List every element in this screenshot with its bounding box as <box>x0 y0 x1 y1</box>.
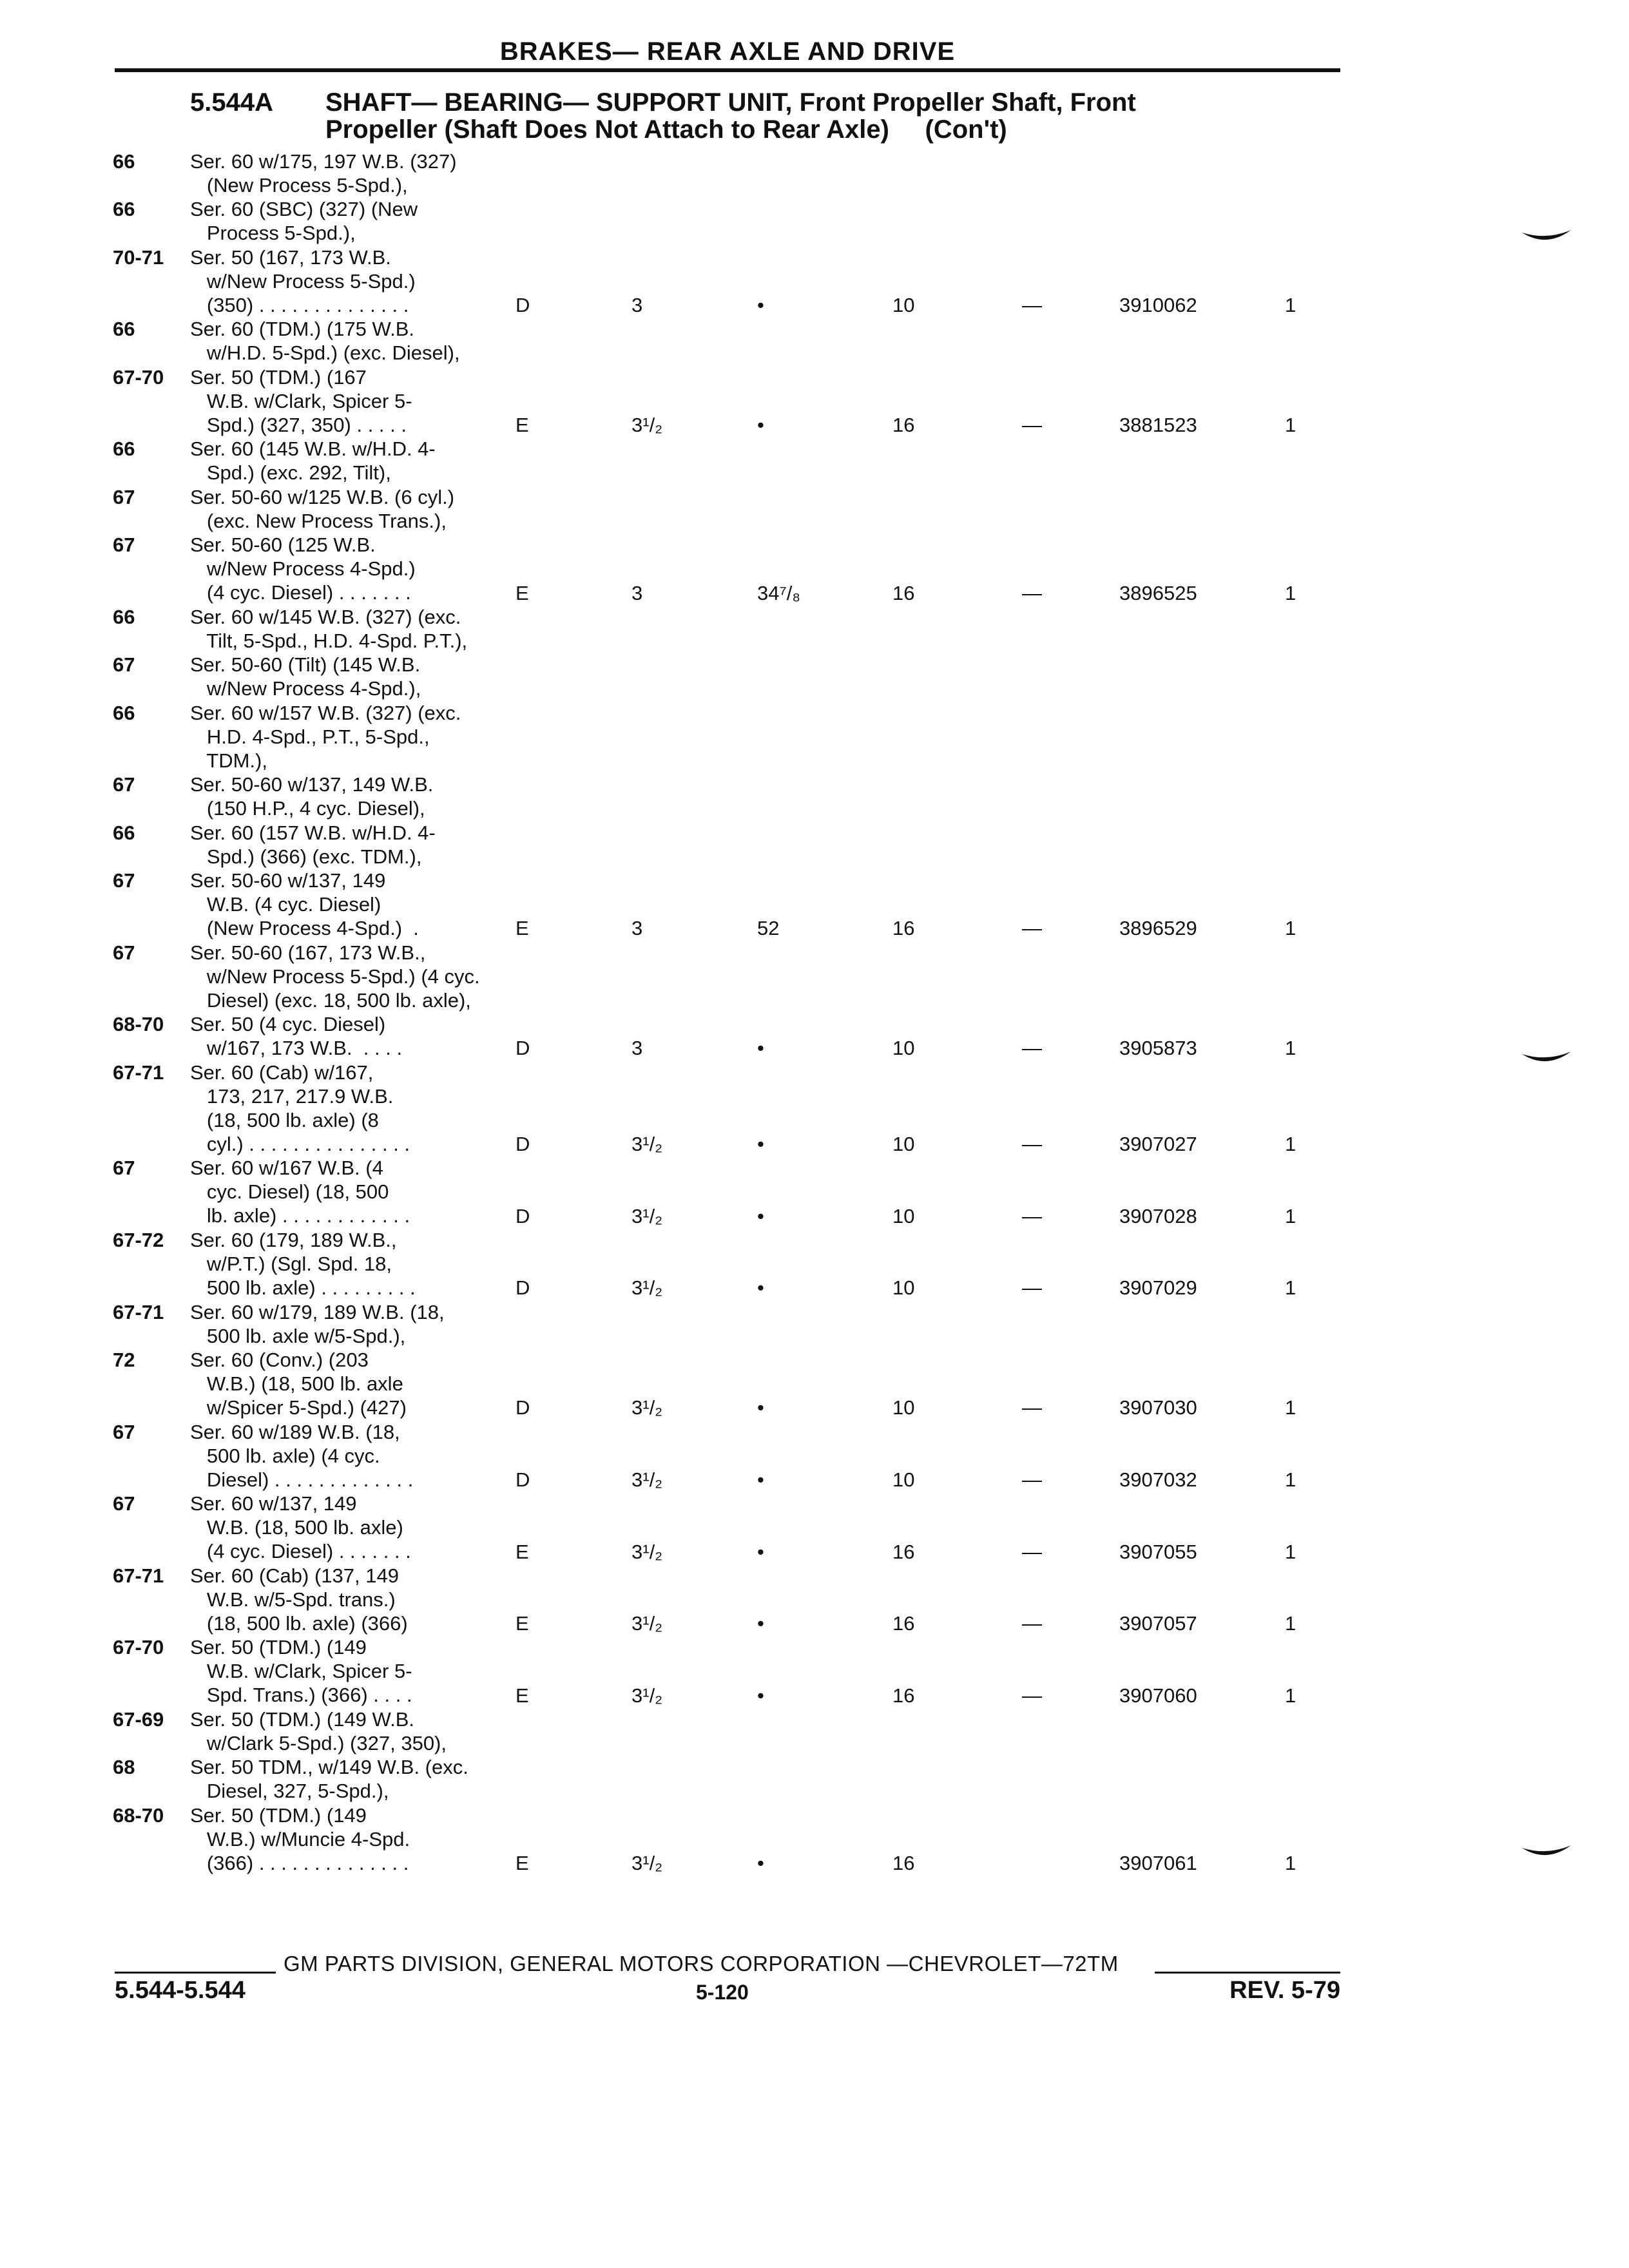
item-length: • <box>757 1037 764 1060</box>
item-years: 70-71 <box>113 245 164 269</box>
item-description: Ser. 60 w/167 W.B. (4 cyc. Diesel) (18, 500 lb. axle) . . . . . . . . . . . . <box>190 1157 410 1227</box>
item-splines: 10 <box>892 1133 915 1156</box>
section-number: 5.544A <box>190 88 273 117</box>
item-splines: 16 <box>892 1852 915 1875</box>
item-years: 66 <box>113 701 135 724</box>
item-code: D <box>516 294 530 317</box>
item-code: E <box>516 1684 529 1707</box>
item-splines: 10 <box>892 1396 915 1419</box>
item-description: Ser. 60 (Conv.) (203 W.B.) (18, 500 lb. axle w/Spicer 5-Spd.) (427) <box>190 1349 407 1419</box>
item-quantity: 1 <box>1285 1684 1296 1707</box>
item-description: Ser. 60 (157 W.B. w/H.D. 4- Spd.) (366) (exc. TDM.), <box>190 821 436 868</box>
item-diameter: 3¹/₂ <box>631 414 663 437</box>
item-diameter: 3¹/₂ <box>631 1612 663 1635</box>
section-title-line2: Propeller (Shaft Does Not Attach to Rear Axle) (Con't) <box>325 115 1007 144</box>
item-years: 67-70 <box>113 365 164 389</box>
item-length: • <box>757 1852 764 1875</box>
item-code: D <box>516 1133 530 1156</box>
item-years: 67 <box>113 653 135 677</box>
item-description: Ser. 50 (TDM.) (167 W.B. w/Clark, Spicer 5- Spd.) (327, 350) . . . . . <box>190 365 412 436</box>
item-quantity: 1 <box>1285 1133 1296 1156</box>
item-description: Ser. 50 (TDM.) (149 W.B.) w/Muncie 4-Spd. (366) . . . . . . . . . . . . . . <box>190 1803 410 1874</box>
item-code: D <box>516 1468 530 1491</box>
item-part-number: 3907057 <box>1119 1612 1197 1635</box>
item-diameter: 3¹/₂ <box>631 1396 663 1419</box>
item-years: 66 <box>113 821 135 844</box>
item-part-number: 3907061 <box>1119 1852 1197 1875</box>
item-dash: — <box>1022 294 1042 317</box>
item-quantity: 1 <box>1285 1540 1296 1563</box>
item-description: Ser. 60 w/157 W.B. (327) (exc. H.D. 4-Spd., P.T., 5-Spd., TDM.), <box>190 701 461 772</box>
item-description: Ser. 50-60 w/137, 149 W.B. (150 H.P., 4 cyc. Diesel), <box>190 773 434 820</box>
item-splines: 10 <box>892 1468 915 1491</box>
item-dash: — <box>1022 414 1042 437</box>
item-quantity: 1 <box>1285 1468 1296 1491</box>
item-length: • <box>757 1684 764 1707</box>
item-code: E <box>516 1540 529 1563</box>
item-description: Ser. 60 w/137, 149 W.B. (18, 500 lb. axle) (4 cyc. Diesel) . . . . . . . <box>190 1492 411 1563</box>
footer-page-number: 5-120 <box>696 1981 749 2004</box>
item-description: Ser. 50 (TDM.) (149 W.B. w/Clark, Spicer 5- Spd. Trans.) (366) . . . . <box>190 1636 412 1707</box>
item-years: 66 <box>113 150 135 173</box>
item-dash: — <box>1022 1612 1042 1635</box>
item-splines: 10 <box>892 294 915 317</box>
item-dash: — <box>1022 1276 1042 1300</box>
item-quantity: 1 <box>1285 1037 1296 1060</box>
item-description: Ser. 50-60 w/137, 149 W.B. (4 cyc. Diesel) (New Process 4-Spd.) . <box>190 869 419 939</box>
item-dash: — <box>1022 581 1042 604</box>
item-description: Ser. 60 w/175, 197 W.B. (327) (New Process 5-Spd.), <box>190 150 457 197</box>
item-years: 66 <box>113 605 135 628</box>
item-code: E <box>516 1852 529 1875</box>
item-diameter: 3¹/₂ <box>631 1204 663 1227</box>
item-part-number: 3896529 <box>1119 917 1197 940</box>
item-diameter: 3¹/₂ <box>631 1852 663 1875</box>
item-length: • <box>757 1540 764 1563</box>
page-header-title: BRAKES— REAR AXLE AND DRIVE <box>499 37 956 66</box>
item-part-number: 3907028 <box>1119 1204 1197 1227</box>
item-code: E <box>516 581 529 604</box>
item-years: 67-72 <box>113 1229 164 1251</box>
item-length: 34⁷/₈ <box>757 581 801 604</box>
item-years: 67-70 <box>113 1636 164 1659</box>
item-code: E <box>516 1612 529 1635</box>
item-description: Ser. 50-60 w/125 W.B. (6 cyl.) (exc. New Process Trans.), <box>190 485 455 532</box>
item-diameter: 3¹/₂ <box>631 1684 663 1707</box>
item-part-number: 3907032 <box>1119 1468 1197 1491</box>
item-years: 67-71 <box>113 1564 164 1587</box>
item-part-number: 3896525 <box>1119 581 1197 604</box>
item-years: 67 <box>113 533 135 557</box>
item-description: Ser. 60 w/179, 189 W.B. (18, 500 lb. axle w/5-Spd.), <box>190 1300 445 1347</box>
item-years: 66 <box>113 318 135 341</box>
item-length: • <box>757 1396 764 1419</box>
item-quantity: 1 <box>1285 1852 1296 1875</box>
item-description: Ser. 60 (Cab) (137, 149 W.B. w/5-Spd. trans.) (18, 500 lb. axle) (366) <box>190 1564 408 1635</box>
item-length: 52 <box>757 917 780 940</box>
item-years: 67 <box>113 941 135 964</box>
item-dash: — <box>1022 1684 1042 1707</box>
item-length: • <box>757 1133 764 1156</box>
binding-mark-middle <box>1521 1050 1572 1066</box>
item-diameter: 3¹/₂ <box>631 1133 663 1156</box>
item-diameter: 3 <box>631 1037 643 1060</box>
footer-revision: REV. 5-79 <box>1229 1977 1340 2004</box>
item-years: 66 <box>113 198 135 221</box>
item-description: Ser. 60 (179, 189 W.B., w/P.T.) (Sgl. Spd. 18, 500 lb. axle) . . . . . . . . . <box>190 1229 416 1299</box>
item-quantity: 1 <box>1285 1204 1296 1227</box>
item-length: • <box>757 1468 764 1491</box>
item-part-number: 3907029 <box>1119 1276 1197 1300</box>
item-description: Ser. 50-60 (Tilt) (145 W.B. w/New Process 4-Spd.), <box>190 653 421 700</box>
item-length: • <box>757 1204 764 1227</box>
item-description: Ser. 60 (Cab) w/167, 173, 217, 217.9 W.B. (18, 500 lb. axle) (8 cyl.) . . . . . . . . . . . . . . . <box>190 1061 410 1155</box>
item-diameter: 3 <box>631 581 643 604</box>
item-years: 68-70 <box>113 1013 164 1036</box>
item-part-number: 3907030 <box>1119 1396 1197 1419</box>
item-part-number: 3907055 <box>1119 1540 1197 1563</box>
item-diameter: 3¹/₂ <box>631 1540 663 1563</box>
item-description: Ser. 50 (167, 173 W.B. w/New Process 5-Spd.) (350) . . . . . . . . . . . . . . <box>190 245 416 316</box>
item-years: 67-69 <box>113 1708 164 1731</box>
item-years: 67-71 <box>113 1061 164 1084</box>
item-years: 66 <box>113 437 135 461</box>
item-description: Ser. 60 (TDM.) (175 W.B. w/H.D. 5-Spd.) (exc. Diesel), <box>190 318 460 365</box>
item-description: Ser. 60 w/189 W.B. (18, 500 lb. axle) (4 cyc. Diesel) . . . . . . . . . . . . . <box>190 1420 414 1491</box>
item-part-number: 3907027 <box>1119 1133 1197 1156</box>
item-code: D <box>516 1204 530 1227</box>
footer-publisher: GM PARTS DIVISION, GENERAL MOTORS CORPORATION —CHEVROLET—72TM <box>284 1952 1119 1975</box>
item-description: Ser. 50 (4 cyc. Diesel) w/167, 173 W.B. . . . . <box>190 1013 403 1060</box>
item-years: 67 <box>113 1492 135 1515</box>
binding-mark-top <box>1521 229 1572 244</box>
item-diameter: 3¹/₂ <box>631 1468 663 1491</box>
item-length: • <box>757 414 764 437</box>
item-quantity: 1 <box>1285 1396 1296 1419</box>
item-years: 68-70 <box>113 1803 164 1827</box>
item-code: D <box>516 1396 530 1419</box>
item-description: Ser. 50 TDM., w/149 W.B. (exc. Diesel, 327, 5-Spd.), <box>190 1756 468 1803</box>
item-splines: 16 <box>892 1612 915 1635</box>
item-description: Ser. 60 w/145 W.B. (327) (exc. Tilt, 5-Spd., H.D. 4-Spd. P.T.), <box>190 605 468 652</box>
item-years: 72 <box>113 1349 135 1371</box>
item-part-number: 3910062 <box>1119 294 1197 317</box>
item-years: 67 <box>113 1420 135 1443</box>
item-code: E <box>516 414 529 437</box>
item-years: 68 <box>113 1756 135 1779</box>
item-description: Ser. 50-60 (167, 173 W.B., w/New Process 5-Spd.) (4 cyc. Diesel) (exc. 18, 500 lb. axle), <box>190 941 480 1012</box>
footer-rule-right <box>1155 1972 1340 1974</box>
item-years: 67 <box>113 485 135 508</box>
item-splines: 10 <box>892 1037 915 1060</box>
item-years: 67 <box>113 869 135 892</box>
item-splines: 10 <box>892 1204 915 1227</box>
item-description: Ser. 50 (TDM.) (149 W.B. w/Clark 5-Spd.) (327, 350), <box>190 1708 447 1754</box>
item-description: Ser. 60 (145 W.B. w/H.D. 4- Spd.) (exc. 292, Tilt), <box>190 437 436 485</box>
item-quantity: 1 <box>1285 414 1296 437</box>
item-diameter: 3 <box>631 294 643 317</box>
item-length: • <box>757 1276 764 1300</box>
footer-group-range: 5.544-5.544 <box>115 1977 246 2004</box>
item-dash: — <box>1022 1396 1042 1419</box>
item-splines: 10 <box>892 1276 915 1300</box>
item-part-number: 3881523 <box>1119 414 1197 437</box>
item-dash: — <box>1022 1204 1042 1227</box>
item-dash: — <box>1022 1540 1042 1563</box>
item-years: 67 <box>113 1157 135 1180</box>
item-code: E <box>516 917 529 940</box>
item-diameter: 3 <box>631 917 643 940</box>
item-quantity: 1 <box>1285 1612 1296 1635</box>
item-years: 67-71 <box>113 1300 164 1323</box>
item-quantity: 1 <box>1285 581 1296 604</box>
item-part-number: 3907060 <box>1119 1684 1197 1707</box>
item-length: • <box>757 1612 764 1635</box>
item-dash: — <box>1022 1037 1042 1060</box>
item-part-number: 3905873 <box>1119 1037 1197 1060</box>
item-quantity: 1 <box>1285 1276 1296 1300</box>
item-length: • <box>757 294 764 317</box>
item-splines: 16 <box>892 1540 915 1563</box>
item-splines: 16 <box>892 917 915 940</box>
item-splines: 16 <box>892 581 915 604</box>
item-description: Ser. 50-60 (125 W.B. w/New Process 4-Spd.) (4 cyc. Diesel) . . . . . . . <box>190 533 416 604</box>
footer-rule-left <box>115 1972 276 1974</box>
section-title-line1: SHAFT— BEARING— SUPPORT UNIT, Front Propeller Shaft, Front <box>325 88 1136 117</box>
item-years: 67 <box>113 773 135 796</box>
item-diameter: 3¹/₂ <box>631 1276 663 1300</box>
item-description: Ser. 60 (SBC) (327) (New Process 5-Spd.), <box>190 198 418 245</box>
item-dash: — <box>1022 917 1042 940</box>
item-code: D <box>516 1037 530 1060</box>
item-splines: 16 <box>892 414 915 437</box>
item-quantity: 1 <box>1285 917 1296 940</box>
item-quantity: 1 <box>1285 294 1296 317</box>
item-dash: — <box>1022 1133 1042 1156</box>
item-splines: 16 <box>892 1684 915 1707</box>
item-code: D <box>516 1276 530 1300</box>
binding-mark-bottom <box>1521 1844 1572 1860</box>
item-dash: — <box>1022 1468 1042 1491</box>
